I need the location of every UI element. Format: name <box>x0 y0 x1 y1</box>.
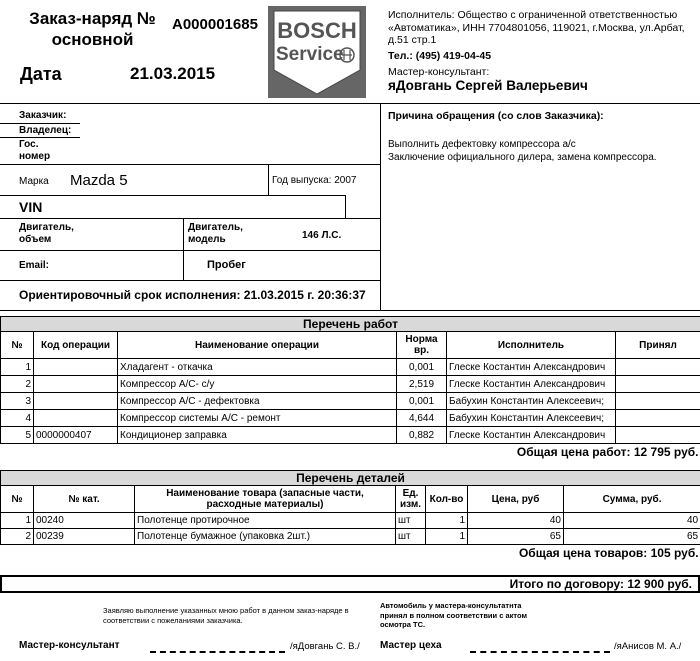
workshop-sign: /яАнисов М. А./ <box>614 641 682 652</box>
works-cell-worker: Глеске Костантин Александрович <box>447 427 616 444</box>
works-cell-accepted <box>616 359 700 376</box>
works-col-name: Наименование операции <box>118 332 397 359</box>
works-cell-accepted <box>616 393 700 410</box>
table-row <box>1 427 700 444</box>
email-label: Email: <box>19 260 50 271</box>
parts-cell-unit: шт <box>396 529 426 545</box>
parts-cell-price: 40 <box>468 513 564 529</box>
works-cell-n: 5 <box>1 427 34 444</box>
works-cell-accepted <box>616 410 700 427</box>
table-row <box>1 376 700 393</box>
engine-volume-label <box>19 222 74 246</box>
reason-label: Причина обращения (со слов Заказчика): <box>388 110 604 122</box>
parts-table <box>0 470 700 562</box>
parts-total: Общая цена товаров: 105 руб. <box>518 546 699 561</box>
order-number: A000001685 <box>172 16 258 33</box>
works-cell-worker: Глеске Костантин Александрович <box>447 359 616 376</box>
statement <box>103 606 349 626</box>
brand-value: Mazda 5 <box>70 172 128 189</box>
table-row <box>1 359 700 376</box>
parts-col-name <box>135 486 396 513</box>
works-col-norm <box>397 332 447 359</box>
parts-cell-unit: шт <box>396 513 426 529</box>
parts-col-unit-line1: Ед. <box>402 488 419 499</box>
plate-label <box>19 139 50 163</box>
logo-line1: BOSCH <box>277 18 357 43</box>
works-cell-code <box>34 359 118 376</box>
works-total: Общая цена работ: 12 795 руб. <box>516 445 699 460</box>
engine-model-label <box>188 222 243 246</box>
parts-col-qty: Кол-во <box>426 486 468 513</box>
table-row <box>1 393 700 410</box>
engine-volume-label-line2: объем <box>19 234 52 245</box>
parts-cell-cat: 00239 <box>34 529 135 545</box>
works-cell-n: 3 <box>1 393 34 410</box>
works-title: Перечень работ <box>1 317 700 332</box>
consultant-sign-line <box>150 651 285 653</box>
order-title-line1: Заказ-наряд № <box>29 9 156 28</box>
works-cell-norm: 0,001 <box>397 359 447 376</box>
works-cell-code <box>34 410 118 427</box>
reason-line2: Заключение официального дилера, замена компрессора. <box>388 152 657 163</box>
parts-cell-cat: 00240 <box>34 513 135 529</box>
works-cell-name: Кондиционер заправка <box>118 427 397 444</box>
table-row <box>1 513 700 529</box>
brand-label: Марка <box>19 176 49 187</box>
parts-cell-sum: 65 <box>564 529 700 545</box>
bosch-service-logo <box>268 6 366 98</box>
customer-label: Заказчик: <box>19 110 67 121</box>
works-cell-code <box>34 376 118 393</box>
works-col-norm-line2: вр. <box>413 345 430 356</box>
year-value: Год выпуска: 2007 <box>272 175 357 186</box>
engine-model-label-line2: модель <box>188 234 226 245</box>
car-accept-line2: принял в полном соответствии с актом <box>380 610 528 620</box>
parts-cell-qty: 1 <box>426 529 468 545</box>
works-cell-n: 1 <box>1 359 34 376</box>
plate-label-line1: Гос. <box>19 139 39 150</box>
works-cell-name: Хладагент - откачка <box>118 359 397 376</box>
consultant-sign-label: Мастер-консультант <box>19 640 120 651</box>
parts-col-cat: № кат. <box>34 486 135 513</box>
works-cell-code: 0000000407 <box>34 427 118 444</box>
works-cell-accepted <box>616 427 700 444</box>
works-cell-norm: 0,001 <box>397 393 447 410</box>
car-accept-line3: осмотра ТС. <box>380 620 426 629</box>
engine-model-label-line1: Двигатель, <box>188 222 243 233</box>
parts-title: Перечень деталей <box>1 471 700 486</box>
order-title-line2: основной <box>51 30 134 49</box>
consultant-sign: /яДовгань С. В./ <box>290 641 360 652</box>
phone: Тел.: (495) 419-04-45 <box>388 50 492 62</box>
parts-col-name-line2: расходные материалы) <box>206 499 324 510</box>
statement-line2: соответствии с пожеланиями заказчика. <box>103 616 243 625</box>
works-cell-n: 2 <box>1 376 34 393</box>
works-cell-norm: 4,644 <box>397 410 447 427</box>
works-col-code: Код операции <box>34 332 118 359</box>
car-accept-line1: Автомобиль у мастера-консультатнта <box>380 601 522 610</box>
works-cell-norm: 0,882 <box>397 427 447 444</box>
parts-cell-n: 2 <box>1 529 34 545</box>
works-col-worker: Исполнитель <box>447 332 616 359</box>
parts-col-unit-line2: изм. <box>399 499 422 510</box>
works-cell-name: Компрессор А/С- с/у <box>118 376 397 393</box>
parts-cell-sum: 40 <box>564 513 700 529</box>
workshop-sign-line <box>470 651 610 653</box>
works-cell-worker: Бабухин Константин Алексеевич; <box>447 393 616 410</box>
deadline: Ориентировочный срок исполнения: 21.03.2015 г. 20:36:37 <box>19 288 366 302</box>
parts-cell-name: Полотенце протирочное <box>135 513 396 529</box>
parts-cell-n: 1 <box>1 513 34 529</box>
owner-label: Владелец: <box>19 125 72 136</box>
date-label: Дата <box>20 64 62 84</box>
works-col-accepted: Принял <box>616 332 700 359</box>
statement-line1: Заявляю выполнение указанных мною работ в данном заказ-наряде в <box>103 606 349 615</box>
mileage-label: Пробег <box>207 259 246 271</box>
works-cell-name: Компрессор А/С - дефектовка <box>118 393 397 410</box>
works-cell-worker: Глеске Костантин Александрович <box>447 376 616 393</box>
date-value: 21.03.2015 <box>130 64 216 83</box>
works-col-norm-line1: Норма <box>405 334 438 345</box>
parts-cell-name: Полотенце бумажное (упаковка 2шт.) <box>135 529 396 545</box>
works-cell-norm: 2,519 <box>397 376 447 393</box>
contractor-info: Исполнитель: Общество с ограниченной ответственностью «Автоматика», ИНН 7704801056, 119021, г.Москва, ул.Арбат, д.51 стр.1 <box>388 9 685 46</box>
grand-total-box <box>0 575 700 593</box>
parts-cell-qty: 1 <box>426 513 468 529</box>
consultant-name: яДовгань Сергей Валерьевич <box>388 78 588 93</box>
engine-volume-label-line1: Двигатель, <box>19 222 74 233</box>
table-row <box>1 410 700 427</box>
parts-col-unit <box>396 486 426 513</box>
table-row <box>1 529 700 545</box>
grand-total: Итого по договору: 12 900 руб. <box>509 577 692 591</box>
parts-col-name-line1: Наименование товара (запасные части, <box>166 488 364 499</box>
logo-line2: Service <box>276 44 344 65</box>
works-cell-worker: Бабухин Константин Алексеевич; <box>447 410 616 427</box>
reason-line1: Выполнить дефектовку компрессора а/с <box>388 139 576 150</box>
plate-label-line2: номер <box>19 151 51 162</box>
parts-col-sum: Сумма, руб. <box>564 486 700 513</box>
car-accept-note <box>380 601 527 630</box>
order-title <box>20 8 165 50</box>
workshop-sign-label: Мастер цеха <box>380 640 442 651</box>
works-cell-n: 4 <box>1 410 34 427</box>
works-cell-name: Компрессор системы А/С - ремонт <box>118 410 397 427</box>
vin-label: VIN <box>19 199 43 215</box>
works-cell-accepted <box>616 376 700 393</box>
parts-col-price: Цена, руб <box>468 486 564 513</box>
works-table <box>0 316 700 461</box>
consultant-label: Мастер-консультант: <box>388 66 490 78</box>
works-cell-code <box>34 393 118 410</box>
parts-cell-price: 65 <box>468 529 564 545</box>
works-col-n: № <box>1 332 34 359</box>
power-value: 146 Л.С. <box>302 230 342 241</box>
parts-col-n: № <box>1 486 34 513</box>
